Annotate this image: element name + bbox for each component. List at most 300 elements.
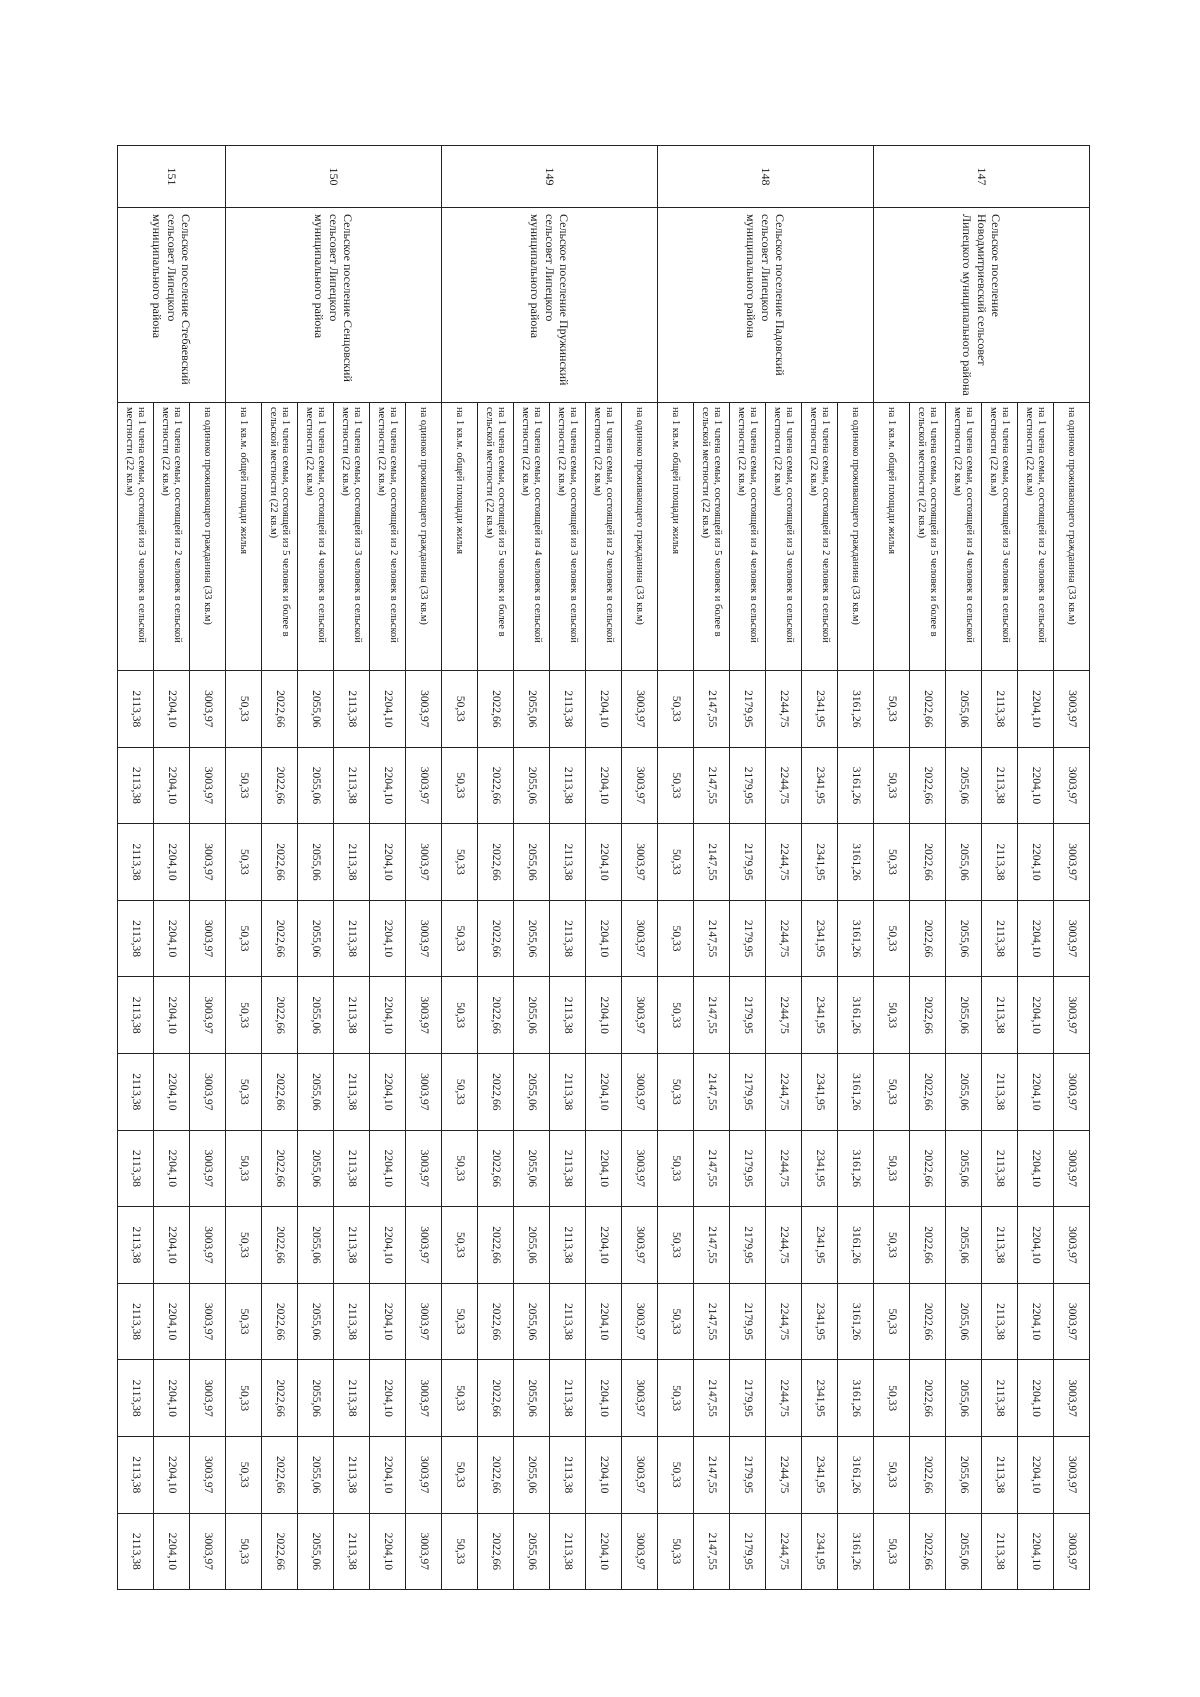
value-cell: 2204,10	[586, 824, 622, 901]
value-cell: 2147,55	[694, 1360, 730, 1437]
value-cell: 3161,26	[838, 1053, 874, 1130]
value-cell: 2204,10	[154, 977, 190, 1054]
value-cell: 50,33	[442, 747, 478, 824]
value-cell: 2341,95	[802, 1436, 838, 1513]
value-cell: 3161,26	[838, 1436, 874, 1513]
value-cell: 3003,97	[622, 1053, 658, 1130]
value-cell: 2204,10	[154, 1053, 190, 1130]
value-cell: 2113,38	[982, 1207, 1018, 1284]
value-cell: 2113,38	[550, 671, 586, 748]
value-cell: 2147,55	[694, 1130, 730, 1207]
value-cell: 2022,66	[262, 1360, 298, 1437]
value-cell: 2022,66	[910, 1053, 946, 1130]
value-cell: 2022,66	[478, 900, 514, 977]
value-cell: 2113,38	[118, 1360, 154, 1437]
value-cell: 2244,75	[766, 1360, 802, 1437]
value-cell: 2147,55	[694, 1207, 730, 1284]
value-cell: 3003,97	[1054, 1513, 1090, 1590]
value-cell: 3161,26	[838, 1207, 874, 1284]
value-cell: 2055,06	[298, 824, 334, 901]
value-cell: 2113,38	[982, 1053, 1018, 1130]
value-cell: 2147,55	[694, 671, 730, 748]
value-cell: 2055,06	[514, 977, 550, 1054]
value-cell: 2113,38	[550, 824, 586, 901]
value-cell: 3003,97	[1054, 671, 1090, 748]
value-cell: 50,33	[442, 977, 478, 1054]
category-label: на 1 члена семьи, состоящей из 5 человек и более в сельской местности (22 кв.м)	[262, 403, 298, 671]
value-cell: 2204,10	[154, 1207, 190, 1284]
value-cell: 50,33	[442, 1053, 478, 1130]
value-cell: 3003,97	[622, 1513, 658, 1590]
value-cell: 2113,38	[118, 747, 154, 824]
value-cell: 2113,38	[334, 824, 370, 901]
value-cell: 2147,55	[694, 1283, 730, 1360]
housing-cost-table	[117, 145, 1090, 1590]
value-cell: 2055,06	[298, 977, 334, 1054]
value-cell: 2022,66	[478, 1360, 514, 1437]
value-cell: 2113,38	[982, 671, 1018, 748]
value-cell: 3161,26	[838, 1130, 874, 1207]
value-cell: 2147,55	[694, 1513, 730, 1590]
value-cell: 2055,06	[946, 1283, 982, 1360]
value-cell: 2204,10	[586, 1130, 622, 1207]
value-cell: 2341,95	[802, 747, 838, 824]
settlement-name: Сельское поселение Новодмитриевский сельсовет Липецкого муниципального района	[874, 208, 1090, 403]
value-cell: 50,33	[226, 671, 262, 748]
value-cell: 2113,38	[334, 1436, 370, 1513]
value-cell: 2179,95	[730, 1130, 766, 1207]
category-label: на 1 члена семьи, состоящей из 4 человек в сельской местности (22 кв.м)	[514, 403, 550, 671]
value-cell: 2204,10	[1018, 900, 1054, 977]
value-cell: 50,33	[226, 1053, 262, 1130]
value-cell: 50,33	[658, 824, 694, 901]
value-cell: 3003,97	[622, 1360, 658, 1437]
category-label: на 1 члена семьи, состоящей из 2 человек в сельской местности (22 кв.м)	[1018, 403, 1054, 671]
value-cell: 2204,10	[1018, 1283, 1054, 1360]
value-cell: 2055,06	[514, 1283, 550, 1360]
category-label: на одиноко проживающего гражданина (33 кв.м)	[406, 403, 442, 671]
value-cell: 3003,97	[406, 1436, 442, 1513]
value-cell: 2341,95	[802, 1360, 838, 1437]
value-cell: 2113,38	[334, 1513, 370, 1590]
settlement-name: Сельское поселение Пружинский сельсовет Липецкого муниципального района	[442, 208, 658, 403]
value-cell: 2244,75	[766, 1436, 802, 1513]
value-cell: 2204,10	[586, 1283, 622, 1360]
value-cell: 2022,66	[478, 1207, 514, 1284]
value-cell: 2204,10	[586, 900, 622, 977]
value-cell: 50,33	[874, 1207, 910, 1284]
value-cell: 2113,38	[982, 1360, 1018, 1437]
value-cell: 2113,38	[334, 1053, 370, 1130]
value-cell: 2204,10	[370, 1436, 406, 1513]
category-label: на 1 кв.м. общей площади жилья	[226, 403, 262, 671]
category-label: на одиноко проживающего гражданина (33 кв.м)	[622, 403, 658, 671]
value-cell: 50,33	[442, 1130, 478, 1207]
value-cell: 2204,10	[1018, 1053, 1054, 1130]
value-cell: 2113,38	[982, 977, 1018, 1054]
value-cell: 2204,10	[370, 900, 406, 977]
value-cell: 2204,10	[1018, 1360, 1054, 1437]
value-cell: 2341,95	[802, 824, 838, 901]
settlement-name: Сельское поселение Падовский сельсовет Липецкого муниципального района	[658, 208, 874, 403]
value-cell: 2055,06	[946, 671, 982, 748]
table-row	[406, 146, 442, 1590]
value-cell: 3161,26	[838, 1513, 874, 1590]
value-cell: 2055,06	[946, 1513, 982, 1590]
value-cell: 2179,95	[730, 977, 766, 1054]
table-row	[1054, 146, 1090, 1590]
value-cell: 3161,26	[838, 747, 874, 824]
value-cell: 50,33	[658, 747, 694, 824]
category-label: на 1 члена семьи, состоящей из 5 человек и более в сельской местности (22 кв.м)	[910, 403, 946, 671]
value-cell: 3003,97	[406, 1513, 442, 1590]
value-cell: 50,33	[442, 824, 478, 901]
value-cell: 2055,06	[298, 1513, 334, 1590]
table-body	[118, 146, 1090, 1590]
value-cell: 2113,38	[550, 1130, 586, 1207]
value-cell: 2204,10	[370, 1360, 406, 1437]
value-cell: 2113,38	[982, 747, 1018, 824]
value-cell: 2204,10	[1018, 671, 1054, 748]
value-cell: 2055,06	[946, 1053, 982, 1130]
value-cell: 2341,95	[802, 1207, 838, 1284]
value-cell: 2055,06	[946, 747, 982, 824]
value-cell: 2113,38	[982, 824, 1018, 901]
value-cell: 3003,97	[406, 1360, 442, 1437]
value-cell: 3003,97	[1054, 1436, 1090, 1513]
value-cell: 2055,06	[946, 824, 982, 901]
value-cell: 2055,06	[298, 900, 334, 977]
value-cell: 2204,10	[370, 977, 406, 1054]
value-cell: 2147,55	[694, 977, 730, 1054]
value-cell: 2022,66	[262, 977, 298, 1054]
value-cell: 3003,97	[406, 824, 442, 901]
value-cell: 2022,66	[262, 824, 298, 901]
value-cell: 50,33	[226, 1283, 262, 1360]
value-cell: 2244,75	[766, 671, 802, 748]
value-cell: 2244,75	[766, 1130, 802, 1207]
value-cell: 50,33	[658, 977, 694, 1054]
value-cell: 2022,66	[478, 747, 514, 824]
value-cell: 2113,38	[118, 1513, 154, 1590]
value-cell: 2204,10	[370, 747, 406, 824]
value-cell: 2113,38	[334, 1207, 370, 1284]
value-cell: 2022,66	[262, 900, 298, 977]
value-cell: 50,33	[442, 1360, 478, 1437]
value-cell: 3161,26	[838, 1360, 874, 1437]
value-cell: 2055,06	[514, 900, 550, 977]
value-cell: 2113,38	[334, 1360, 370, 1437]
value-cell: 2113,38	[118, 671, 154, 748]
value-cell: 2147,55	[694, 1053, 730, 1130]
value-cell: 2179,95	[730, 900, 766, 977]
value-cell: 50,33	[874, 824, 910, 901]
value-cell: 2179,95	[730, 1436, 766, 1513]
value-cell: 2055,06	[946, 1436, 982, 1513]
value-cell: 2113,38	[550, 900, 586, 977]
value-cell: 2022,66	[478, 824, 514, 901]
value-cell: 2113,38	[118, 1436, 154, 1513]
value-cell: 50,33	[658, 1513, 694, 1590]
value-cell: 3003,97	[622, 1130, 658, 1207]
value-cell: 2022,66	[910, 977, 946, 1054]
rotated-document-page	[124, 145, 1090, 1590]
value-cell: 50,33	[658, 1130, 694, 1207]
value-cell: 3003,97	[622, 977, 658, 1054]
value-cell: 3003,97	[1054, 1360, 1090, 1437]
value-cell: 3003,97	[1054, 977, 1090, 1054]
value-cell: 2113,38	[118, 977, 154, 1054]
value-cell: 2022,66	[262, 1283, 298, 1360]
value-cell: 3003,97	[406, 900, 442, 977]
value-cell: 2055,06	[298, 1053, 334, 1130]
value-cell: 50,33	[874, 1360, 910, 1437]
value-cell: 3003,97	[190, 1436, 226, 1513]
value-cell: 2113,38	[118, 900, 154, 977]
value-cell: 3003,97	[190, 1513, 226, 1590]
value-cell: 2147,55	[694, 824, 730, 901]
value-cell: 3003,97	[1054, 824, 1090, 901]
value-cell: 2055,06	[514, 1436, 550, 1513]
value-cell: 2341,95	[802, 1053, 838, 1130]
value-cell: 2179,95	[730, 671, 766, 748]
value-cell: 2022,66	[910, 1436, 946, 1513]
value-cell: 50,33	[226, 1130, 262, 1207]
value-cell: 2055,06	[514, 1130, 550, 1207]
value-cell: 50,33	[658, 900, 694, 977]
value-cell: 2022,66	[262, 747, 298, 824]
value-cell: 50,33	[442, 1207, 478, 1284]
table-row	[622, 146, 658, 1590]
value-cell: 2204,10	[1018, 824, 1054, 901]
value-cell: 3003,97	[1054, 747, 1090, 824]
value-cell: 3003,97	[1054, 1130, 1090, 1207]
value-cell: 2244,75	[766, 747, 802, 824]
value-cell: 2022,66	[910, 824, 946, 901]
value-cell: 2204,10	[154, 671, 190, 748]
value-cell: 2204,10	[1018, 1436, 1054, 1513]
value-cell: 50,33	[658, 1360, 694, 1437]
value-cell: 2244,75	[766, 1283, 802, 1360]
value-cell: 2055,06	[298, 1283, 334, 1360]
value-cell: 2022,66	[262, 1130, 298, 1207]
value-cell: 50,33	[874, 977, 910, 1054]
value-cell: 50,33	[226, 1436, 262, 1513]
category-label: на 1 члена семьи, состоящей из 4 человек в сельской местности (22 кв.м)	[298, 403, 334, 671]
value-cell: 3003,97	[406, 1207, 442, 1284]
value-cell: 2022,66	[910, 1513, 946, 1590]
settlement-name: Сельское поселение Сенцовский сельсовет Липецкого муниципального района	[226, 208, 442, 403]
value-cell: 2055,06	[514, 671, 550, 748]
value-cell: 2204,10	[586, 747, 622, 824]
value-cell: 50,33	[442, 1436, 478, 1513]
value-cell: 2055,06	[946, 900, 982, 977]
value-cell: 2204,10	[370, 671, 406, 748]
value-cell: 2113,38	[550, 977, 586, 1054]
value-cell: 2113,38	[118, 824, 154, 901]
value-cell: 2204,10	[154, 824, 190, 901]
value-cell: 3003,97	[1054, 1283, 1090, 1360]
value-cell: 2204,10	[154, 1130, 190, 1207]
value-cell: 50,33	[658, 1283, 694, 1360]
value-cell: 50,33	[874, 1053, 910, 1130]
value-cell: 2204,10	[586, 1513, 622, 1590]
value-cell: 2022,66	[910, 1283, 946, 1360]
value-cell: 3161,26	[838, 824, 874, 901]
value-cell: 2113,38	[550, 747, 586, 824]
value-cell: 2204,10	[370, 824, 406, 901]
value-cell: 3161,26	[838, 900, 874, 977]
value-cell: 2022,66	[478, 671, 514, 748]
value-cell: 2147,55	[694, 747, 730, 824]
category-label: на 1 члена семьи, состоящей из 5 человек и более в сельской местности (22 кв.м)	[478, 403, 514, 671]
value-cell: 2055,06	[514, 1207, 550, 1284]
settlement-number: 149	[442, 146, 658, 208]
value-cell: 2113,38	[982, 1513, 1018, 1590]
value-cell: 2113,38	[550, 1436, 586, 1513]
value-cell: 2204,10	[1018, 1207, 1054, 1284]
value-cell: 50,33	[874, 1283, 910, 1360]
value-cell: 50,33	[874, 671, 910, 748]
category-label: на одиноко проживающего гражданина (33 кв.м)	[1054, 403, 1090, 671]
value-cell: 3003,97	[190, 1283, 226, 1360]
value-cell: 3003,97	[190, 824, 226, 901]
settlement-number: 147	[874, 146, 1090, 208]
category-label: на 1 члена семьи, состоящей из 3 человек в сельской местности (22 кв.м)	[550, 403, 586, 671]
value-cell: 2113,38	[550, 1360, 586, 1437]
value-cell: 2113,38	[118, 1283, 154, 1360]
value-cell: 2204,10	[586, 1360, 622, 1437]
value-cell: 2022,66	[910, 1360, 946, 1437]
settlement-name: Сельское поселение Стебаевский сельсовет Липецкого муниципального района	[118, 208, 226, 403]
value-cell: 2055,06	[514, 1513, 550, 1590]
value-cell: 2055,06	[514, 824, 550, 901]
category-label: на 1 члена семьи, состоящей из 4 человек в сельской местности (22 кв.м)	[730, 403, 766, 671]
value-cell: 2179,95	[730, 1360, 766, 1437]
value-cell: 3003,97	[622, 747, 658, 824]
table-row	[838, 146, 874, 1590]
value-cell: 50,33	[874, 900, 910, 977]
value-cell: 2113,38	[550, 1283, 586, 1360]
value-cell: 2022,66	[910, 747, 946, 824]
value-cell: 50,33	[442, 900, 478, 977]
category-label: на 1 кв.м. общей площади жилья	[442, 403, 478, 671]
value-cell: 2022,66	[478, 1283, 514, 1360]
value-cell: 2204,10	[1018, 1513, 1054, 1590]
value-cell: 50,33	[658, 671, 694, 748]
value-cell: 2055,06	[298, 1436, 334, 1513]
value-cell: 2204,10	[370, 1053, 406, 1130]
category-label: на одиноко проживающего гражданина (33 кв.м)	[190, 403, 226, 671]
category-label: на одиноко проживающего гражданина (33 кв.м)	[838, 403, 874, 671]
value-cell: 2341,95	[802, 1283, 838, 1360]
category-label: на 1 члена семьи, состоящей из 2 человек в сельской местности (22 кв.м)	[802, 403, 838, 671]
value-cell: 2204,10	[1018, 977, 1054, 1054]
value-cell: 2179,95	[730, 1513, 766, 1590]
value-cell: 2113,38	[118, 1130, 154, 1207]
value-cell: 2204,10	[586, 1053, 622, 1130]
value-cell: 2022,66	[478, 977, 514, 1054]
value-cell: 3003,97	[190, 977, 226, 1054]
category-label: на 1 кв.м. общей площади жилья	[874, 403, 910, 671]
value-cell: 2055,06	[298, 671, 334, 748]
category-label: на 1 члена семьи, состоящей из 3 человек в сельской местности (22 кв.м)	[118, 403, 154, 671]
value-cell: 2055,06	[946, 1360, 982, 1437]
value-cell: 2055,06	[514, 747, 550, 824]
value-cell: 3003,97	[622, 1207, 658, 1284]
value-cell: 50,33	[658, 1436, 694, 1513]
settlement-number: 151	[118, 146, 226, 208]
value-cell: 2244,75	[766, 1207, 802, 1284]
value-cell: 3003,97	[406, 977, 442, 1054]
value-cell: 3003,97	[406, 1130, 442, 1207]
value-cell: 3003,97	[1054, 900, 1090, 977]
value-cell: 2055,06	[514, 1053, 550, 1130]
value-cell: 2204,10	[154, 900, 190, 977]
value-cell: 2113,38	[550, 1207, 586, 1284]
value-cell: 50,33	[442, 1283, 478, 1360]
value-cell: 2022,66	[478, 1513, 514, 1590]
value-cell: 50,33	[658, 1053, 694, 1130]
value-cell: 2113,38	[334, 977, 370, 1054]
value-cell: 2022,66	[910, 1207, 946, 1284]
value-cell: 2022,66	[262, 1436, 298, 1513]
value-cell: 2055,06	[946, 1130, 982, 1207]
value-cell: 2113,38	[550, 1513, 586, 1590]
value-cell: 50,33	[226, 1513, 262, 1590]
value-cell: 2055,06	[946, 1207, 982, 1284]
value-cell: 2055,06	[514, 1360, 550, 1437]
value-cell: 2022,66	[910, 671, 946, 748]
value-cell: 2179,95	[730, 824, 766, 901]
value-cell: 3003,97	[1054, 1207, 1090, 1284]
category-label: на 1 кв.м. общей площади жилья	[658, 403, 694, 671]
value-cell: 50,33	[442, 1513, 478, 1590]
category-label: на 1 члена семьи, состоящей из 4 человек в сельской местности (22 кв.м)	[946, 403, 982, 671]
table-row	[190, 146, 226, 1590]
value-cell: 2204,10	[1018, 747, 1054, 824]
value-cell: 2113,38	[982, 1283, 1018, 1360]
value-cell: 2204,10	[154, 1436, 190, 1513]
value-cell: 50,33	[226, 747, 262, 824]
value-cell: 2022,66	[262, 1207, 298, 1284]
value-cell: 2022,66	[478, 1436, 514, 1513]
value-cell: 2244,75	[766, 977, 802, 1054]
value-cell: 3003,97	[190, 747, 226, 824]
category-label: на 1 члена семьи, состоящей из 2 человек в сельской местности (22 кв.м)	[370, 403, 406, 671]
value-cell: 3003,97	[190, 1053, 226, 1130]
value-cell: 2341,95	[802, 900, 838, 977]
value-cell: 3003,97	[190, 1360, 226, 1437]
value-cell: 2204,10	[154, 747, 190, 824]
value-cell: 3003,97	[406, 1053, 442, 1130]
value-cell: 2204,10	[586, 1207, 622, 1284]
value-cell: 3003,97	[622, 824, 658, 901]
value-cell: 2204,10	[154, 1360, 190, 1437]
category-label: на 1 члена семьи, состоящей из 3 человек в сельской местности (22 кв.м)	[334, 403, 370, 671]
value-cell: 2055,06	[298, 1207, 334, 1284]
value-cell: 2022,66	[478, 1130, 514, 1207]
value-cell: 2113,38	[982, 1130, 1018, 1207]
value-cell: 3003,97	[622, 1436, 658, 1513]
value-cell: 50,33	[226, 1207, 262, 1284]
value-cell: 2147,55	[694, 1436, 730, 1513]
value-cell: 2113,38	[118, 1207, 154, 1284]
value-cell: 3161,26	[838, 977, 874, 1054]
value-cell: 2179,95	[730, 747, 766, 824]
value-cell: 2113,38	[118, 1053, 154, 1130]
value-cell: 2113,38	[334, 1130, 370, 1207]
